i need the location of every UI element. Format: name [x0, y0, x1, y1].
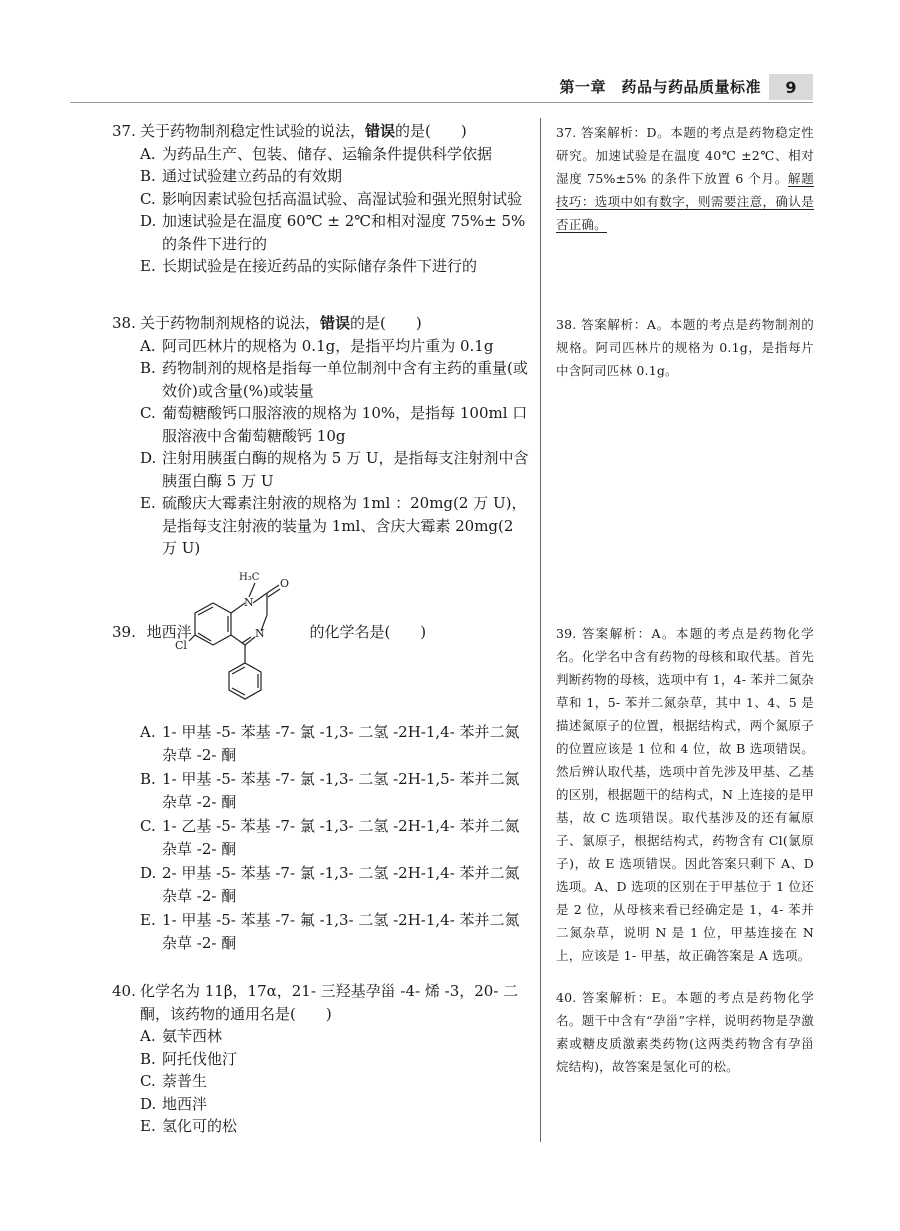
option-a[interactable]: [140, 143, 532, 166]
stem-text-end: 的是( ): [350, 314, 422, 332]
option-d[interactable]: [140, 447, 532, 492]
question-number: 37.: [112, 122, 136, 140]
option-letter: D.: [140, 449, 157, 467]
option-letter: E.: [140, 911, 156, 929]
option-text: 注射用胰蛋白酶的规格为 5 万 U，是指每支注射剂中含胰蛋白酶 5 万 U: [162, 449, 529, 490]
option-text: 2- 甲基 -5- 苯基 -7- 氯 -1,3- 二氢 -2H-1,4- 苯并二氮杂草 -2- 酮: [162, 864, 520, 905]
question-number: 39.: [112, 623, 136, 641]
option-text: 阿托伐他汀: [162, 1049, 238, 1068]
stem-emphasis: 错误: [320, 314, 351, 332]
answer-39: [556, 622, 814, 967]
option-letter: C.: [140, 189, 156, 208]
option-e[interactable]: [140, 255, 532, 278]
option-text: 为药品生产、包装、储存、运输条件提供科学依据: [162, 144, 493, 163]
option-text: 通过试验建立药品的有效期: [162, 167, 343, 185]
option-text: 1- 甲基 -5- 苯基 -7- 氯 -1,3- 二氢 -2H-1,5- 苯并二氮杂草 -2- 酮: [162, 770, 520, 811]
column-divider: [540, 118, 541, 1142]
answer-38: [556, 313, 814, 382]
option-d[interactable]: [140, 1093, 532, 1116]
answer-text: 38. 答案解析：A。本题的考点是药物制剂的规格。阿司匹林片的规格为 0.1g，是指每片中含阿司匹林 0.1g。: [556, 317, 814, 378]
header-rule: [70, 102, 813, 103]
option-e[interactable]: [140, 909, 532, 954]
option-text: 萘普生: [162, 1072, 208, 1090]
option-text: 影响因素试验包括高温试验、高湿试验和强光照射试验: [162, 189, 523, 208]
answer-text: 37. 答案解析：D。本题的考点是药物稳定性研究。加速试验是在温度 40℃ ±2℃、相对湿度 75%±5% 的条件下放置 6 个月。: [556, 125, 814, 186]
option-letter: D.: [140, 1094, 157, 1113]
option-e[interactable]: [140, 1115, 532, 1138]
question-stem: [112, 312, 532, 335]
option-c[interactable]: [140, 1070, 532, 1093]
methyl-label: H₃C: [239, 572, 260, 583]
stem-emphasis: 错误: [365, 122, 396, 140]
question-38: [112, 312, 532, 560]
option-list: [140, 721, 532, 954]
question-39-options: [112, 721, 532, 954]
oxygen-label: O: [280, 577, 290, 590]
option-a[interactable]: [140, 335, 532, 358]
option-b[interactable]: [140, 165, 532, 188]
option-text: 加速试验是在温度 60℃ ± 2℃和相对湿度 75%± 5% 的条件下进行的: [162, 212, 526, 253]
option-d[interactable]: [140, 862, 532, 907]
answer-37: [556, 121, 814, 236]
option-a[interactable]: [140, 1025, 532, 1048]
option-b[interactable]: [140, 357, 532, 402]
option-letter: D.: [140, 864, 157, 882]
stem-text: 化学名为 11β，17α，21- 三羟基孕甾 -4- 烯 -3，20- 二酮，该药物的通用名是( ): [140, 982, 519, 1023]
stem-text: 的化学名是( ): [309, 623, 427, 641]
drug-name: 地西泮: [146, 623, 192, 641]
n1-label: N: [244, 596, 254, 609]
option-letter: C.: [140, 817, 156, 835]
option-letter: B.: [140, 167, 156, 185]
option-letter: D.: [140, 212, 157, 230]
option-a[interactable]: [140, 721, 532, 766]
page-number: 9: [769, 74, 813, 100]
option-e[interactable]: [140, 492, 532, 560]
option-letter: A.: [140, 723, 156, 741]
option-text: 药物制剂的规格是指每一单位制剂中含有主药的重量(或效价)或含量(%)或装量: [162, 359, 528, 400]
stem-text: 关于药物制剂稳定性试验的说法，: [140, 122, 366, 140]
option-text: 地西泮: [162, 1094, 208, 1113]
stem-text: 关于药物制剂规格的说法，: [140, 314, 321, 332]
option-letter: A.: [140, 336, 156, 355]
option-letter: B.: [140, 359, 156, 377]
option-list: [140, 143, 532, 278]
answer-text: 40. 答案解析：E。本题的考点是药物化学名。题干中含有“孕甾”字样，说明药物是孕激素或糖皮质激素类药物(这两类药物含有孕甾烷结构)，故答案是氢化可的松。: [556, 990, 814, 1074]
option-text: 葡萄糖酸钙口服溶液的规格为 10%，是指每 100ml 口服溶液中含葡萄糖酸钙 10g: [162, 404, 528, 445]
option-letter: C.: [140, 404, 156, 422]
option-text: 氨苄西林: [162, 1027, 223, 1045]
option-letter: E.: [140, 1117, 156, 1135]
tip-text: 选项中如有数字，则需要注意，确认是否正确。: [556, 194, 814, 232]
chlorine-label: Cl: [175, 639, 187, 652]
option-c[interactable]: [140, 402, 532, 447]
option-text: 硫酸庆大霉素注射液的规格为 1ml ：20mg(2 万 U)，是指每支注射液的装量为 1ml、含庆大霉素 20mg(2 万 U): [162, 494, 527, 557]
option-letter: B.: [140, 1049, 156, 1068]
option-text: 1- 甲基 -5- 苯基 -7- 氟 -1,3- 二氢 -2H-1,4- 苯并二氮杂草 -2- 酮: [162, 911, 520, 952]
option-c[interactable]: [140, 188, 532, 211]
option-letter: E.: [140, 257, 156, 275]
option-letter: A.: [140, 144, 156, 163]
chapter-title: 第一章 药品与药品质量标准: [559, 78, 761, 96]
stem-text-end: 的是( ): [395, 122, 467, 140]
page-header: [555, 74, 813, 100]
option-letter: E.: [140, 494, 156, 512]
option-text: 1- 甲基 -5- 苯基 -7- 氯 -1,3- 二氢 -2H-1,4- 苯并二氮杂草 -2- 酮: [162, 723, 520, 764]
option-list: [140, 335, 532, 560]
option-b[interactable]: [140, 768, 532, 813]
n4-label: N: [255, 627, 265, 640]
option-d[interactable]: [140, 210, 532, 255]
question-40: [112, 980, 532, 1138]
question-37: [112, 120, 532, 278]
option-text: 1- 乙基 -5- 苯基 -7- 氯 -1,3- 二氢 -2H-1,4- 苯并二氮杂草 -2- 酮: [162, 817, 520, 858]
option-letter: A.: [140, 1027, 156, 1045]
tip-label: 解题技巧：: [556, 171, 814, 209]
diazepam-structure: [175, 565, 300, 710]
option-letter: C.: [140, 1072, 156, 1090]
option-list: [140, 1025, 532, 1138]
option-text: 长期试验是在接近药品的实际储存条件下进行的: [162, 257, 478, 275]
question-number: 40.: [112, 982, 136, 1000]
answer-40: [556, 986, 814, 1078]
option-b[interactable]: [140, 1048, 532, 1071]
question-stem: [112, 980, 532, 1025]
option-text: 氢化可的松: [162, 1117, 238, 1135]
answer-text: 39. 答案解析：A。本题的考点是药物化学名。化学名中含有药物的母核和取代基。首先判断药物的母核，选项中有 1，4- 苯并二氮杂草和 1，5- 苯并二氮杂草，其中 1、4、5 是描述氮原子的位置，根据结构式，两个氮原子的位置应该是 1 位和 4 位，故 B 选项错误。然后辨认取代基，选项中首先涉及甲基、乙基的区别，根据题干的结构式，N 上连接的是甲基，故 C 选项错误。取代基涉及的还有氟原子、氯原子，根据结构式，药物含有 Cl(氯原子)，故 E 选项错误。因此答案只剩下 A、D 选项。A、D 选项的区别在于甲基位于 1 位还是 2 位，从母核来看已经确定是 1，4- 苯并二氮杂草，说明 N 是 1 位，甲基连接在 N 上，应该是 1- 甲基，故正确答案是 A 选项。: [556, 626, 814, 963]
question-number: 38.: [112, 314, 136, 332]
option-c[interactable]: [140, 815, 532, 860]
option-text: 阿司匹林片的规格为 0.1g，是指平均片重为 0.1g: [162, 336, 494, 355]
option-letter: B.: [140, 770, 156, 788]
question-stem: [112, 120, 532, 143]
